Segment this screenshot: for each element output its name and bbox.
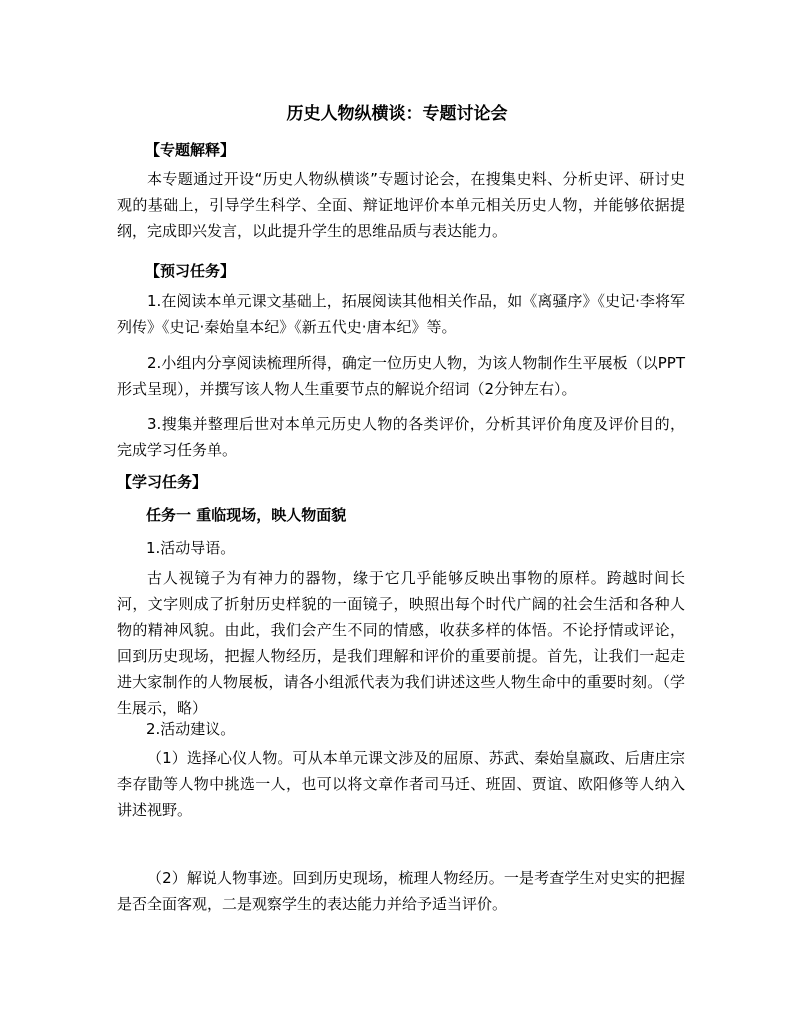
activity1-label: 1.活动导语。 [146,539,236,557]
suggestion-2: （2）解说人物事迹。回到历史现场，梳理人物经历。一是考查学生对史实的把握是否全面客观，二是观察学生的表达能力并给予适当评价。 [117,869,685,913]
explanation-paragraph: 本专题通过开设“历史人物纵横谈”专题讨论会，在搜集史料、分析史评、研讨史观的基础上，引导学生科学、全面、辩证地评价本单元相关历史人物，并能够依据提纲，完成即兴发言，以此提升学生的思维品质与表达能力。 [117,170,685,240]
activity1-paragraph: 古人视镜子为有神力的器物，缘于它几乎能够反映出事物的原样。跨越时间长河，文字则成了折射历史样貌的一面镜子，映照出每个时代广阔的社会生活和各种人物的精神风貌。由此，我们会产生不同的情感，收获多样的体悟。不论抒情或评论，回到历史现场，把握人物经历，是我们理解和评价的重要前提。首先，让我们一起走进大家制作的人物展板，请各小组派代表为我们讲述这些人物生命中的重要时刻。（学生展示，略） [117,569,685,717]
preview-item-1: 1.在阅读本单元课文基础上，拓展阅读其他相关作品，如《离骚序》《史记·李将军列传》《史记·秦始皇本纪》《新五代史·唐本纪》等。 [117,292,685,336]
preview-item-2: 2.小组内分享阅读梳理所得，确定一位历史人物，为该人物制作生平展板（以PPT形式呈现），并撰写该人物人生重要节点的解说介绍词（2分钟左右）。 [117,354,685,398]
suggestion-1: （1）选择心仪人物。可从本单元课文涉及的屈原、苏武、秦始皇嬴政、后唐庄宗李存勖等人物中挑选一人，也可以将文章作者司马迁、班固、贾谊、欧阳修等人纳入讲述视野。 [117,749,685,819]
preview-item-3: 3.搜集并整理后世对本单元历史人物的各类评价，分析其评价角度及评价目的，完成学习任务单。 [117,415,685,459]
task1-title: 任务一 重临现场，映人物面貌 [146,506,347,524]
document-title: 历史人物纵横谈：专题讨论会 [286,104,508,124]
learning-heading: 【学习任务】 [117,473,208,491]
activity2-label: 2.活动建议。 [146,720,236,738]
preview-heading: 【预习任务】 [145,262,236,280]
explanation-heading: 【专题解释】 [145,141,236,159]
